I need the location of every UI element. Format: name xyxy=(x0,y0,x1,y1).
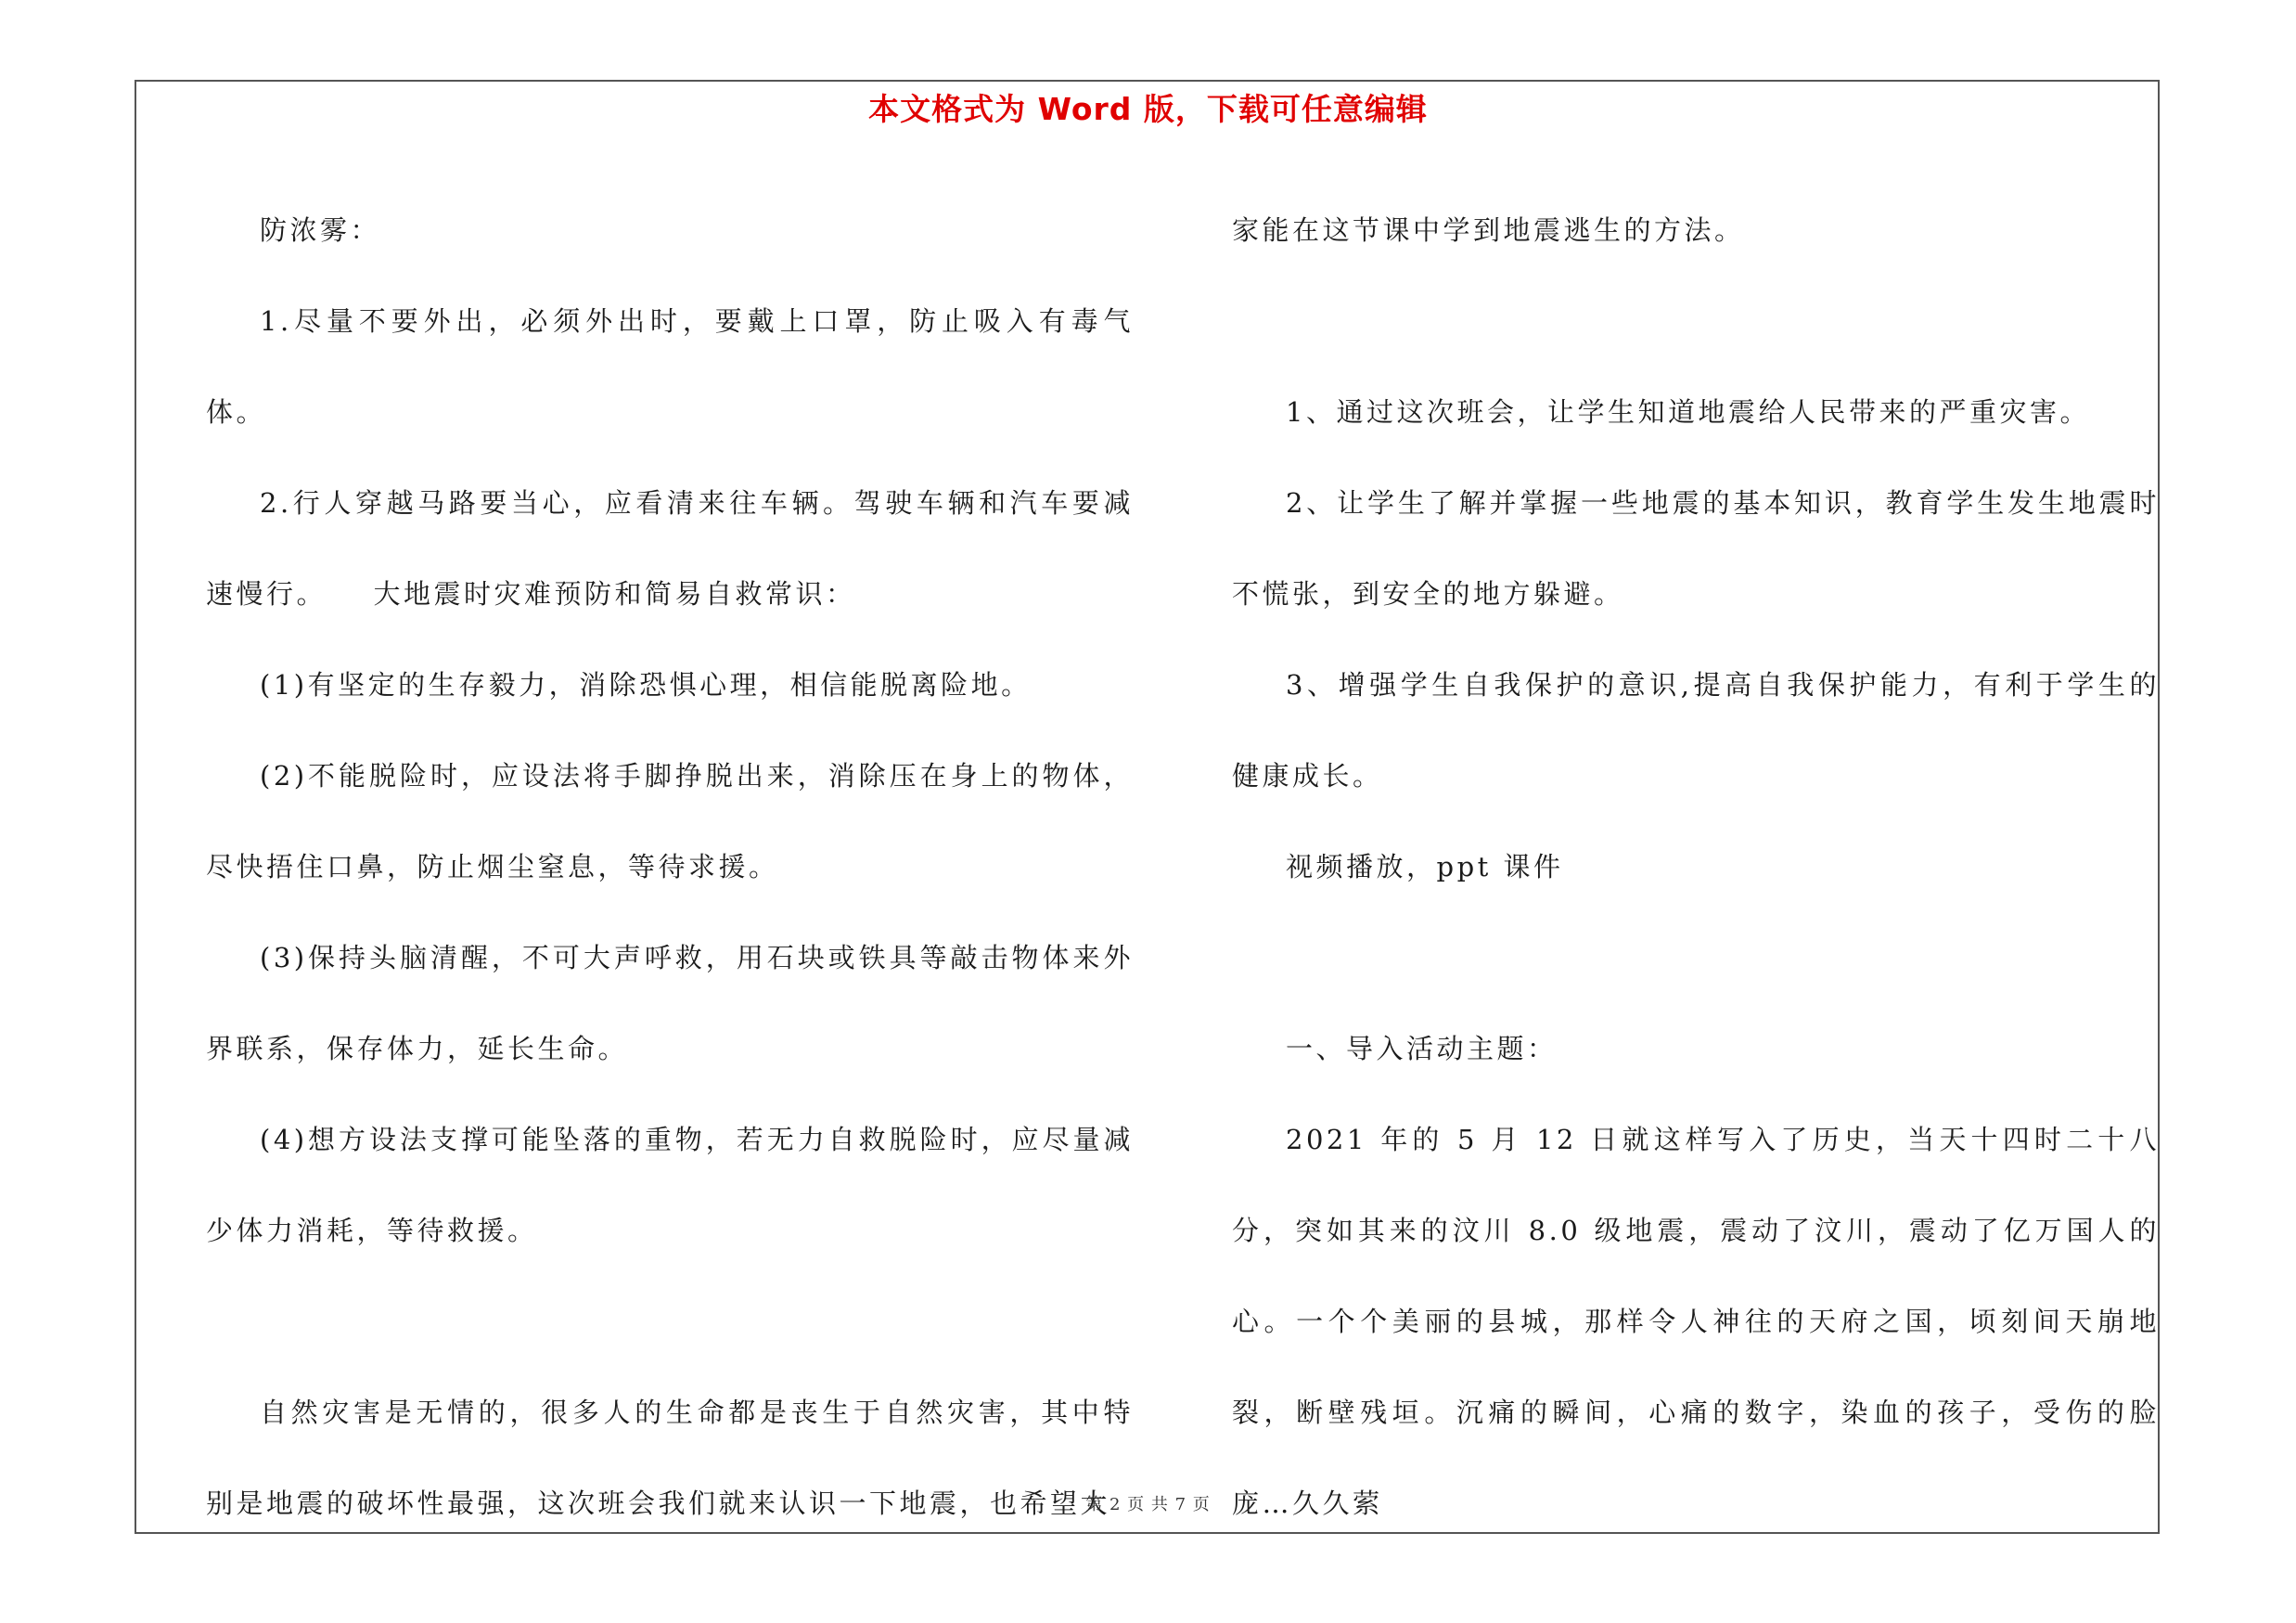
paragraph-quake-tip-3: (3)保持头脑清醒，不可大声呼救，用石块或铁具等敲击物体来外界联系，保存体力，延长生命。 xyxy=(206,942,1134,1064)
paragraph-intro-continued: 家能在这节课中学到地震逃生的方法。 xyxy=(1232,214,1745,246)
paragraph-materials: 视频播放，ppt 课件 xyxy=(1286,851,1564,882)
paragraph-quake-tip-2: (2)不能脱险时，应设法将手脚挣脱出来，消除压在身上的物体，尽快捂住口鼻，防止烟尘窒息，等待求援。 xyxy=(206,760,1134,882)
page-number: 第 2 页 共 7 页 xyxy=(1085,1495,1211,1514)
right-column xyxy=(1232,185,2160,1549)
paragraph-goal-3: 3、增强学生自我保护的意识,提高自我保护能力，有利于学生的健康成长。 xyxy=(1232,669,2160,792)
paragraph-goal-1: 1、通过这次班会，让学生知道地震给人民带来的严重灾害。 xyxy=(1286,396,2090,428)
paragraph-quake-tip-4: (4)想方设法支撑可能坠落的重物，若无力自救脱险时，应尽量减少体力消耗，等待救援。 xyxy=(206,1124,1134,1246)
spacer xyxy=(1232,912,2160,1003)
paragraph-quake-tip-1: (1)有坚定的生存毅力，消除恐惧心理，相信能脱离险地。 xyxy=(260,669,1032,701)
paragraph-fog-tip-1: 1.尽量不要外出，必须外出时，要戴上口罩，防止吸入有毒气体。 xyxy=(206,305,1134,428)
left-column xyxy=(206,185,1134,1549)
paragraph-section-heading: 一、导入活动主题： xyxy=(1286,1033,1558,1064)
paragraph-intro: 自然灾害是无情的，很多人的生命都是丧生于自然灾害，其中特别是地震的破坏性最强，这次班会我们就来认识一下地震，也希望大 xyxy=(206,1397,1134,1519)
paragraph-fog-heading: 防浓雾： xyxy=(260,214,381,246)
spacer xyxy=(1232,276,2160,367)
paragraph-wenchuan: 2021 年的 5 月 12 日就这样写入了历史，当天十四时二十八分，突如其来的汶川 8.0 级地震，震动了汶川，震动了亿万国人的心。一个个美丽的县城，那样令人神往的天府之国，顷刻间天崩地裂，断壁残垣。沉痛的瞬间，心痛的数字，染血的孩子，受伤的脸庞…久久萦 xyxy=(1232,1124,2160,1519)
spacer xyxy=(206,1276,1134,1367)
format-banner: 本文格式为 Word 版，下载可任意编辑 xyxy=(868,91,1428,127)
paragraph-fog-tip-2: 2.行人穿越马路要当心，应看清来往车辆。驾驶车辆和汽车要减速慢行。 大地震时灾难预防和简易自救常识： xyxy=(206,487,1134,610)
paragraph-goal-2: 2、让学生了解并掌握一些地震的基本知识，教育学生发生地震时不慌张，到安全的地方躲避。 xyxy=(1232,487,2160,610)
